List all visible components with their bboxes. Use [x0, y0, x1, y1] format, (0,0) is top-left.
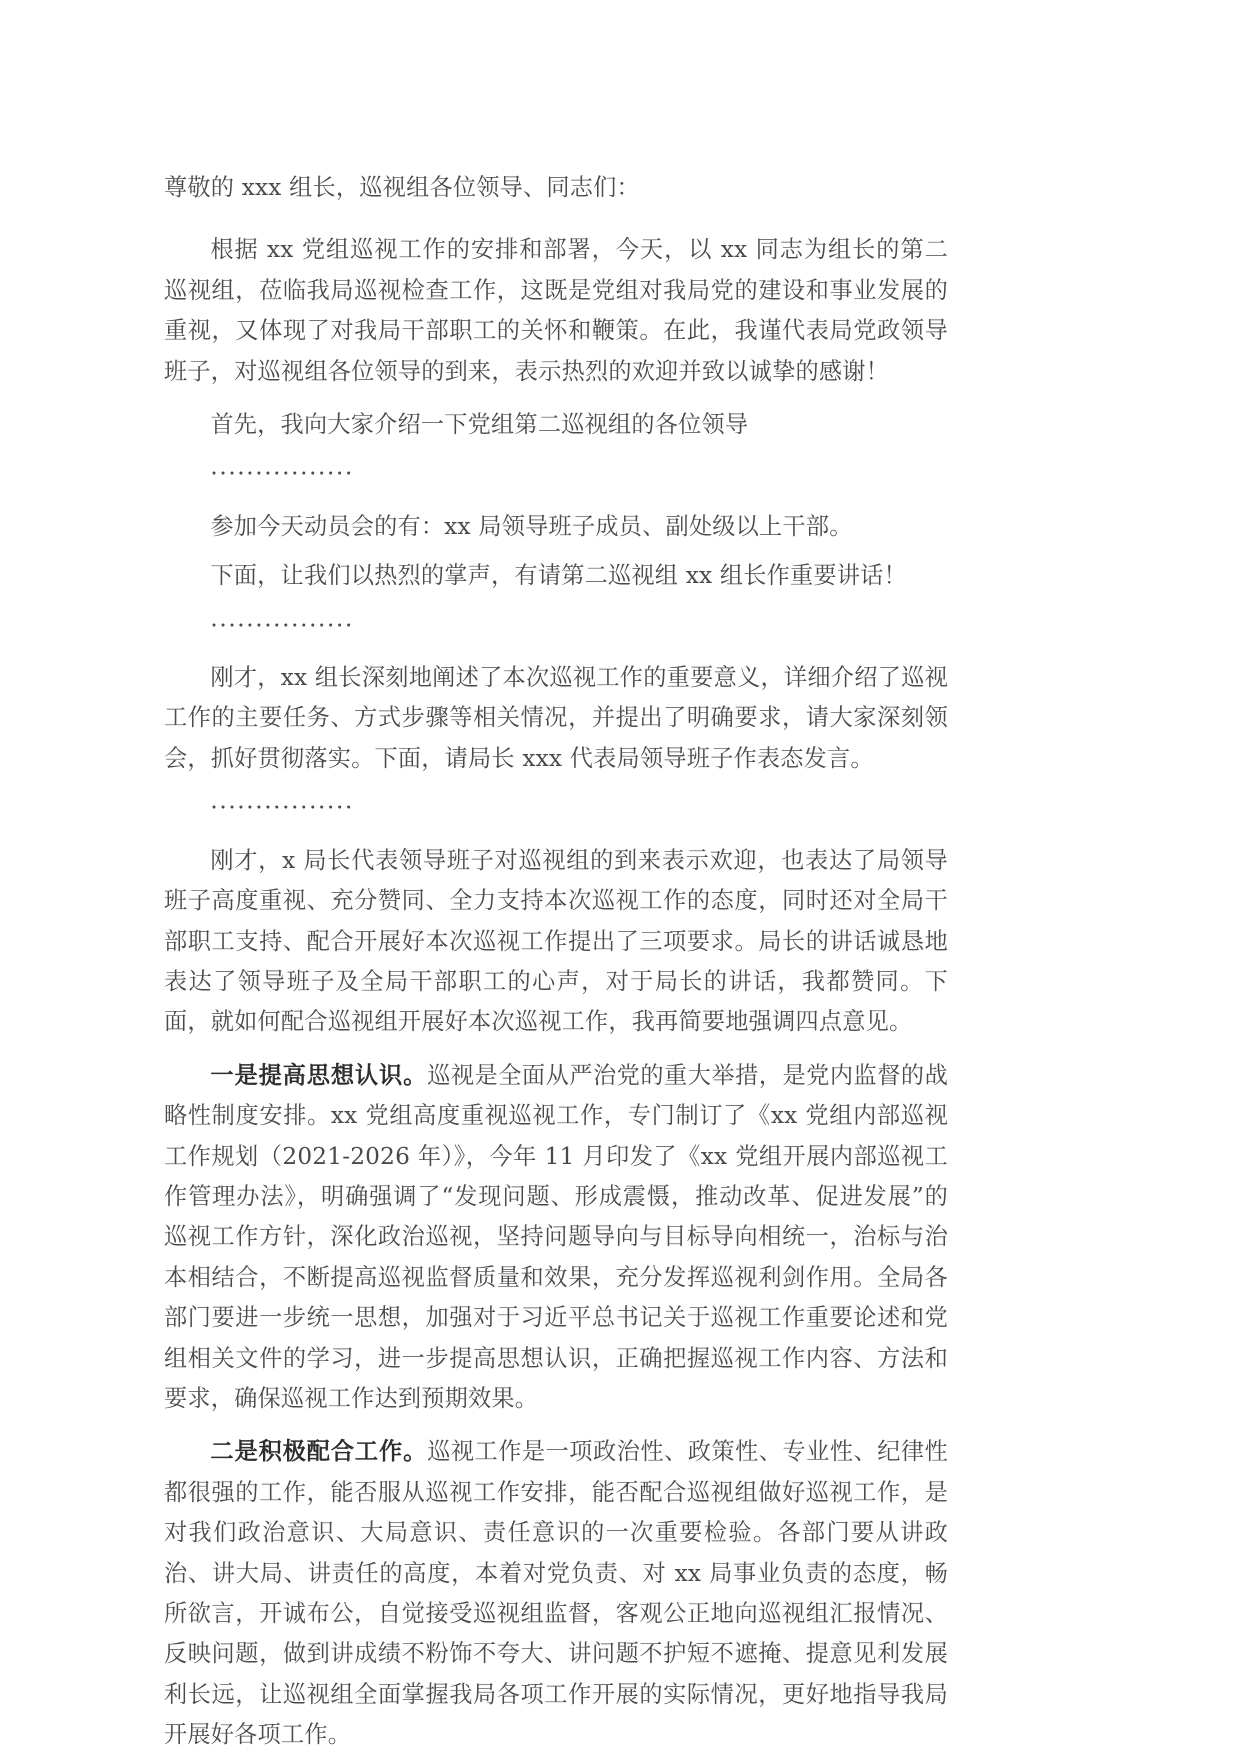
paragraph-point-two — [164, 1432, 948, 1754]
paragraph-invite-speech: 下面，让我们以热烈的掌声，有请第二巡视组 xx 组长作重要讲话！ — [210, 562, 907, 590]
point-one-heading: 一是提高思想认识。 — [210, 1061, 428, 1089]
separator-dots-1: ················ — [210, 460, 354, 488]
point-one-text: 巡视是全面从严治党的重大举措，是党内监督的战略性制度安排。xx 党组高度重视巡视工作，专门制订了《xx 党组内部巡视工作规划（2021-2026 年）》，今年 11 月印发了《xx 党组开展内部巡视工作管理办法》，明确强调了“发现问题、形成震慑，推动改革、促进发展”的巡视工作方针，深化政治巡视，坚持问题导向与目标导向相统一，治标与治本相结合，不断提高巡视监督质量和效果，充分发挥巡视利剑作用。全局各部门要进一步统一思想，加强对于习近平总书记关于巡视工作重要论述和党组相关文件的学习，进一步提高思想认识，正确把握巡视工作内容、方法和要求，确保巡视工作达到预期效果。 — [164, 1061, 948, 1412]
paragraph-bureau-chief-remarks: 刚才，x 局长代表领导班子对巡视组的到来表示欢迎，也表达了局领导班子高度重视、充分赞同、全力支持本次巡视工作的态度，同时还对全局干部职工支持、配合开展好本次巡视工作提出了三项要求。局长的讲话诚恳地表达了领导班子及全局干部职工的心声，对于局长的讲话，我都赞同。下面，就如何配合巡视组开展好本次巡视工作，我再简要地强调四点意见。 — [164, 846, 948, 1036]
paragraph-introduction: 根据 xx 党组巡视工作的安排和部署，今天，以 xx 同志为组长的第二巡视组，莅临我局巡视检查工作，这既是党组对我局党的建设和事业发展的重视，又体现了对我局干部职工的关怀和鞭策。在此，我谨代表局党政领导班子，对巡视组各位领导的到来，表示热烈的欢迎并致以诚挚的感谢！ — [164, 236, 948, 385]
paragraph-attendees: 参加今天动员会的有：xx 局领导班子成员、副处级以上干部。 — [210, 512, 853, 540]
paragraph-point-one — [164, 1056, 948, 1420]
paragraph-leader-intro: 首先，我向大家介绍一下党组第二巡视组的各位领导 — [210, 411, 749, 439]
point-two-text: 巡视工作是一项政治性、政策性、专业性、纪律性都很强的工作，能否服从巡视工作安排，能否配合巡视组做好巡视工作，是对我们政治意识、大局意识、责任意识的一次重要检验。各部门要从讲政治、讲大局、讲责任的高度，本着对党负责、对 xx 局事业负责的态度，畅所欲言，开诚布公，自觉接受巡视组监督，客观公正地向巡视组汇报情况、反映问题，做到讲成绩不粉饰不夸大、讲问题不护短不遮掩、提意见利发展利长远，让巡视组全面掌握我局各项工作开展的实际情况，更好地指导我局开展好各项工作。 — [164, 1438, 948, 1749]
salutation-line: 尊敬的 xxx 组长，巡视组各位领导、同志们： — [164, 174, 640, 201]
point-two-heading: 二是积极配合工作。 — [210, 1438, 428, 1466]
document-body — [164, 168, 948, 1754]
paragraph-group-leader-remarks: 刚才，xx 组长深刻地阐述了本次巡视工作的重要意义，详细介绍了巡视工作的主要任务、方式步骤等相关情况，并提出了明确要求，请大家深刻领会，抓好贯彻落实。下面，请局长 xxx 代表局领导班子作表态发言。 — [164, 664, 948, 772]
separator-dots-3: ················ — [210, 794, 354, 822]
separator-dots-2: ················ — [210, 611, 354, 639]
